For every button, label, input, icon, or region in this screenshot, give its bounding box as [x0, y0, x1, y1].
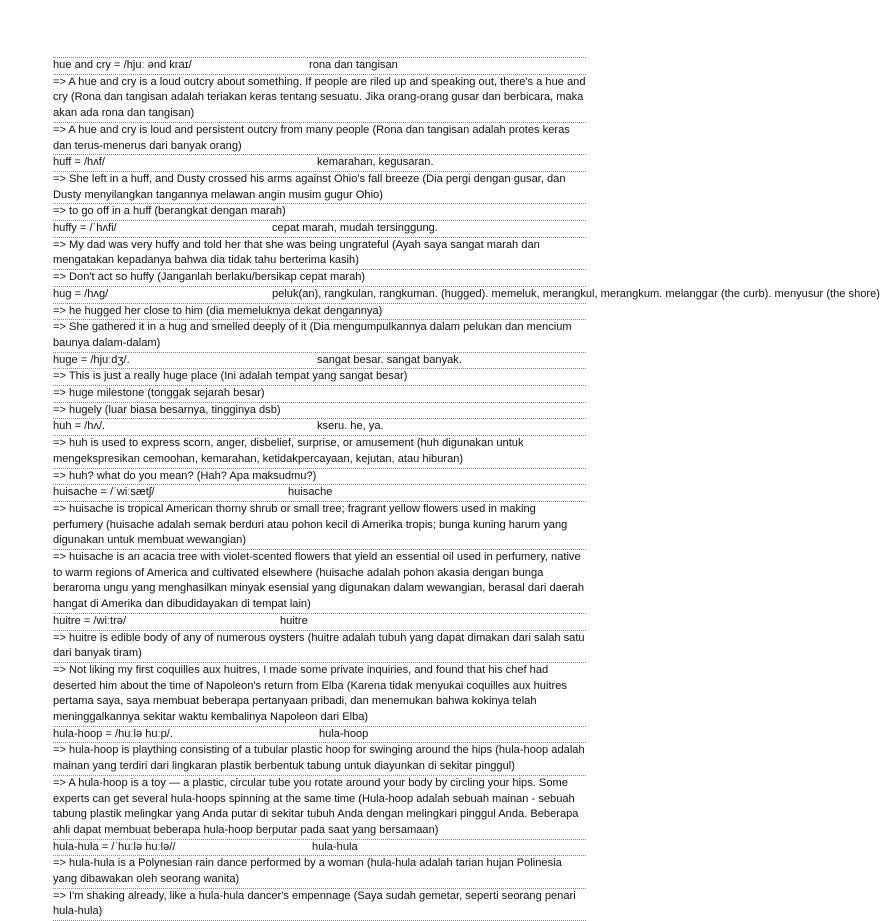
meaning: sangat besar. sangat banyak. — [317, 353, 462, 366]
dictionary-entry — [53, 154, 586, 220]
example-sentence: => huh? what do you mean? (Hah? Apa maksudmu?) — [53, 469, 317, 482]
example-sentence: => This is just a really huge place (Ini adalah tempat yang sangat besar) — [53, 369, 586, 386]
example-sentence: => My dad was very huffy and told her that she was being ungrateful (Ayah saya sangat marah dan mengatakan kepadanya bahwa dia tidak tahu berterima kasih) — [53, 238, 586, 270]
headword-line — [53, 419, 586, 436]
headword-line — [53, 58, 586, 75]
example-sentence: => huisache is tropical American thorny shrub or small tree; fragrant yellow flowers used in making perfumery (huisache adalah semak berduri atau pohon kecil di Amerika tropis; bunga kuning harum yang digunakan untuk membuat wewangian) — [53, 502, 586, 550]
headword-line — [53, 840, 586, 857]
headword: hug = /hʌɡ/ — [53, 287, 109, 300]
example-sentence: => A hue and cry is loud and persistent outcry from many people (Rona dan tangisan adalah protes keras dan terus-menerus dari banyak orang) — [53, 123, 570, 152]
example-sentence: => huisache is an acacia tree with violet-scented flowers that yield an essential oil used in perfumery, native to warm regions of America and cultivated elsewhere (huisache adalah pohon akasia dengan bunga beraroma ungu yang menghasilkan minyak esensial yang digunakan dalam wewangian, berasal dari daerah hangat di Amerika dan dibudidayakan di tempat lain) — [53, 551, 584, 611]
headword: huffy = /ˈhʌfi/ — [53, 222, 117, 234]
dictionary-entry — [53, 418, 586, 484]
meaning: rona dan tangisan — [309, 59, 398, 71]
meaning: huisache — [288, 486, 333, 499]
meaning: hula-hoop — [319, 727, 369, 740]
dictionary-page — [53, 57, 880, 921]
example-sentence: => he hugged her close to him (dia memeluknya dekat dengannya) — [53, 304, 586, 321]
meaning: huitre — [280, 614, 308, 627]
dictionary-entry — [53, 220, 586, 286]
headword-line — [53, 727, 586, 744]
headword: hue and cry = /hjuː ənd kraɪ/ — [53, 59, 192, 71]
dictionary-entry — [53, 352, 586, 419]
example-sentence: => hula-hoop is plaything consisting of a tubular plastic hoop for swinging around the hips (hula-hoop adalah mainan yang terdiri dari lingkaran plastik berbentuk tabung untuk diayunkan di sekitar pinggul) — [53, 743, 586, 775]
headword: hula-hoop = /huːlə huːp/. — [53, 727, 173, 740]
headword-line — [53, 155, 586, 172]
example-sentence: => She gathered it in a hug and smelled deeply of it (Dia mengumpulkannya dalam pelukan dan mencium baunya dalam-dalam) — [53, 321, 572, 349]
example-sentence: => Not liking my first coquilles aux huitres, I made some private inquiries, and found that his chef had deserted him about the time of Napoleon's return from Elba (Karena tidak menyukai coquilles aux huitres pertama saya, saya membuat beberapa pertanyaan pribadi, dan menemukan bahwa kokinya telah meninggalkannya sekitar waktu kembalinya Napoleon dari Elba) — [53, 663, 567, 724]
example-sentence: => A hue and cry is a loud outcry about something. If people are riled up and speaking out, there's a hue and cry (Rona dan tangisan adalah teriakan keras tentang sesuatu. Jika orang-orang gusar dan berbicara, maka akan ada rona dan tangisan) — [53, 75, 586, 123]
meaning: kseru. he, ya. — [317, 420, 384, 433]
example-sentence: => She left in a huff, and Dusty crossed his arms against Ohio's fall breeze (Dia pergi dengan gusar, dan Dusty menyilangkan tangannya melawan angin musim gugur Ohio) — [53, 172, 586, 204]
example-sentence: => hula-hula is a Polynesian rain dance performed by a woman (hula-hula adalah tarian hujan Polinesia yang dibawakan oleh seorang wanita) — [53, 856, 586, 888]
example-sentence: => huh is used to express scorn, anger, disbelief, surprise, or amusement (huh digunakan untuk mengekspresikan cemoohan, kemarahan, ketidakpercayaan, kejutan, atau hiburan) — [53, 436, 586, 468]
example-sentence: => hugely (luar biasa besarnya, tingginya dsb) — [53, 403, 281, 416]
meaning: cepat marah, mudah tersinggung. — [272, 222, 438, 234]
dictionary-entry — [53, 484, 586, 613]
dictionary-entry — [53, 839, 586, 921]
dictionary-entry — [53, 726, 586, 839]
headword-line — [53, 353, 586, 370]
headword-line — [53, 287, 880, 304]
headword-line — [53, 485, 586, 502]
meaning: kemarahan, kegusaran. — [317, 156, 434, 169]
headword: huge = /hjuːdʒ/. — [53, 353, 130, 366]
meaning: hula-hula — [312, 840, 358, 853]
dictionary-entry — [53, 613, 586, 726]
dictionary-entry — [53, 286, 880, 352]
example-sentence: => huitre is edible body of any of numerous oysters (huitre adalah tubuh yang dapat dimakan dari salah satu dari banyak tiram) — [53, 631, 586, 663]
headword-meaning-wrap — [53, 287, 880, 303]
example-sentence: => Don't act so huffy (Janganlah berlaku/bersikap cepat marah) — [53, 271, 366, 284]
headword: huff = /hʌf/ — [53, 156, 105, 169]
headword: huisache = /ˈwiːsætʃ/ — [53, 486, 155, 499]
meaning: peluk(an), rangkulan, rangkuman. (hugged). memeluk, merangkul, merangkum. melanggar (the curb). menyusur (the shore) — [272, 287, 880, 300]
example-sentence: => A hula-hoop is a toy — a plastic, circular tube you rotate around your body by circling your hips. Some experts can get several hula-hoops spinning at the same time (Hula-hoop adalah sebuah mainan - sebuah tabung plastik melingkar yang Anda putar di sekitar tubuh Anda dengan melingkari pinggul Anda. Beberapa ahli dapat membuat beberapa hula-hoop berputar pada saat yang bersamaan) — [53, 776, 579, 836]
example-sentence: => huge milestone (tonggak sejarah besar) — [53, 386, 586, 403]
example-sentence: => to go off in a huff (berangkat dengan marah) — [53, 205, 286, 218]
headword: huitre = /wiːtrə/ — [53, 614, 127, 627]
example-sentence: => I'm shaking already, like a hula-hula dancer's empennage (Saya sudah gemetar, seperti seorang penari hula-hula) — [53, 889, 576, 918]
headword: hula-hula = /ˈhuːlə huːlə// — [53, 840, 176, 853]
headword-line — [53, 221, 586, 238]
headword: huh = /hʌ/. — [53, 420, 106, 433]
dictionary-entry — [53, 57, 586, 154]
headword-line — [53, 614, 586, 631]
